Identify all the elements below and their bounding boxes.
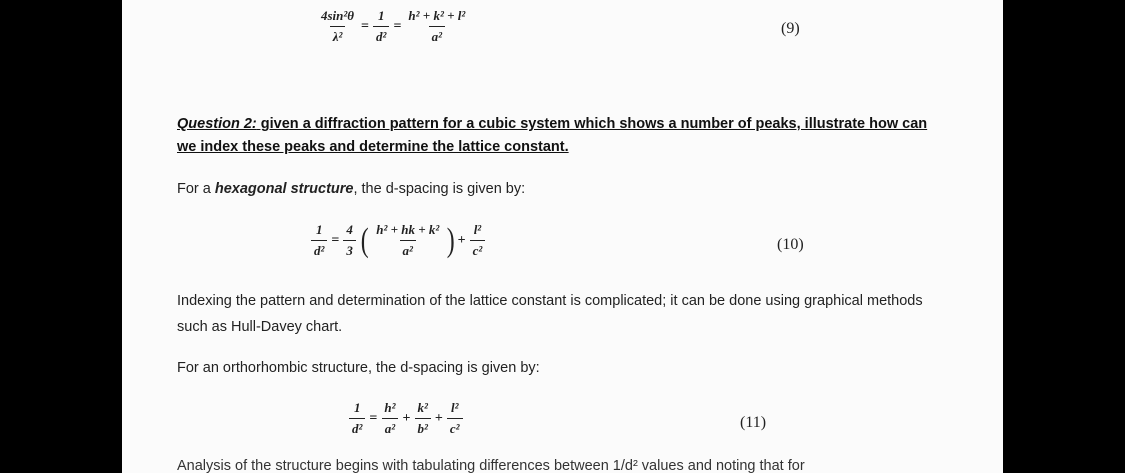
equation-11-number: (11) [740, 414, 767, 431]
hex-intro-after: , the d-spacing is given by: [353, 181, 526, 197]
eq11-term3-numerator: l² [450, 400, 459, 415]
eq10-last-numerator: l² [473, 222, 482, 237]
eq9-mid-denominator: d² [373, 26, 389, 45]
hex-intro-before: For a [177, 181, 215, 197]
eq9-lhs-denominator: λ² [330, 26, 346, 45]
equation-11 [346, 400, 466, 437]
question-2-heading [177, 113, 937, 159]
clipped-paragraph: Analysis of the structure begins with tabulating differences between 1/d² values and noting that for [177, 458, 805, 473]
eq9-mid-fraction [373, 8, 389, 45]
eq10-paren-numerator: h² + hk + k² [376, 222, 440, 237]
eq11-term2-fraction [415, 400, 431, 437]
eq11-equals: = [369, 410, 378, 426]
eq11-term2-denominator: b² [415, 418, 431, 437]
eq10-right-paren: ) [446, 221, 455, 259]
eq10-plus: + [457, 232, 466, 248]
eq11-term3-denominator: c² [447, 418, 463, 437]
eq9-lhs-numerator: 4sin²θ [321, 8, 355, 23]
orthorhombic-intro: For an orthorhombic structure, the d-spacing is given by: [177, 360, 540, 376]
eq10-last-fraction [470, 222, 486, 259]
eq10-left-paren: ( [360, 221, 369, 259]
eq10-paren-denominator: a² [400, 240, 416, 259]
eq10-coef-denominator: 3 [343, 240, 356, 259]
eq10-equals: = [331, 232, 340, 248]
eq10-lhs-denominator: d² [311, 240, 327, 259]
eq10-lhs-numerator: 1 [315, 222, 323, 237]
eq9-rhs-denominator: a² [429, 26, 445, 45]
indexing-paragraph: Indexing the pattern and determination of the lattice constant is complicated; it can be done using graphical methods such as Hull-Davey chart. [177, 293, 923, 335]
eq11-term3-fraction [447, 400, 463, 437]
eq11-plus-2: + [434, 410, 443, 426]
equation-9 [315, 8, 471, 45]
eq9-rhs-fraction [405, 8, 468, 45]
eq11-term2-numerator: k² [417, 400, 428, 415]
eq9-equals-1: = [361, 18, 370, 34]
eq11-lhs-denominator: d² [349, 418, 365, 437]
eq10-last-denominator: c² [470, 240, 486, 259]
eq9-mid-numerator: 1 [377, 8, 385, 23]
equation-10 [308, 222, 488, 259]
hexagonal-intro [177, 176, 525, 202]
question-text: given a diffraction pattern for a cubic system which shows a number of peaks, illustrate how can we index these peaks and determine the lattice constant. [177, 116, 928, 155]
eq10-lhs-fraction [311, 222, 327, 259]
eq9-equals-2: = [393, 18, 402, 34]
hexagonal-structure-emphasis: hexagonal structure [214, 181, 354, 197]
eq11-lhs-fraction [349, 400, 365, 437]
eq9-rhs-numerator: h² + k² + l² [408, 8, 466, 23]
question-label: Question 2: [177, 116, 257, 132]
eq11-term1-denominator: a² [382, 418, 398, 437]
document-page [122, 0, 1003, 473]
eq11-term1-fraction [381, 400, 398, 437]
eq10-coef-fraction [343, 222, 356, 259]
eq11-term1-numerator: h² [384, 400, 396, 415]
equation-9-number: (9) [781, 20, 800, 37]
eq9-lhs-fraction [318, 8, 357, 45]
eq10-paren-fraction [373, 222, 442, 259]
eq10-coef-numerator: 4 [346, 222, 353, 237]
eq11-plus-1: + [402, 410, 411, 426]
eq11-lhs-numerator: 1 [353, 400, 361, 415]
equation-10-number: (10) [777, 236, 804, 253]
